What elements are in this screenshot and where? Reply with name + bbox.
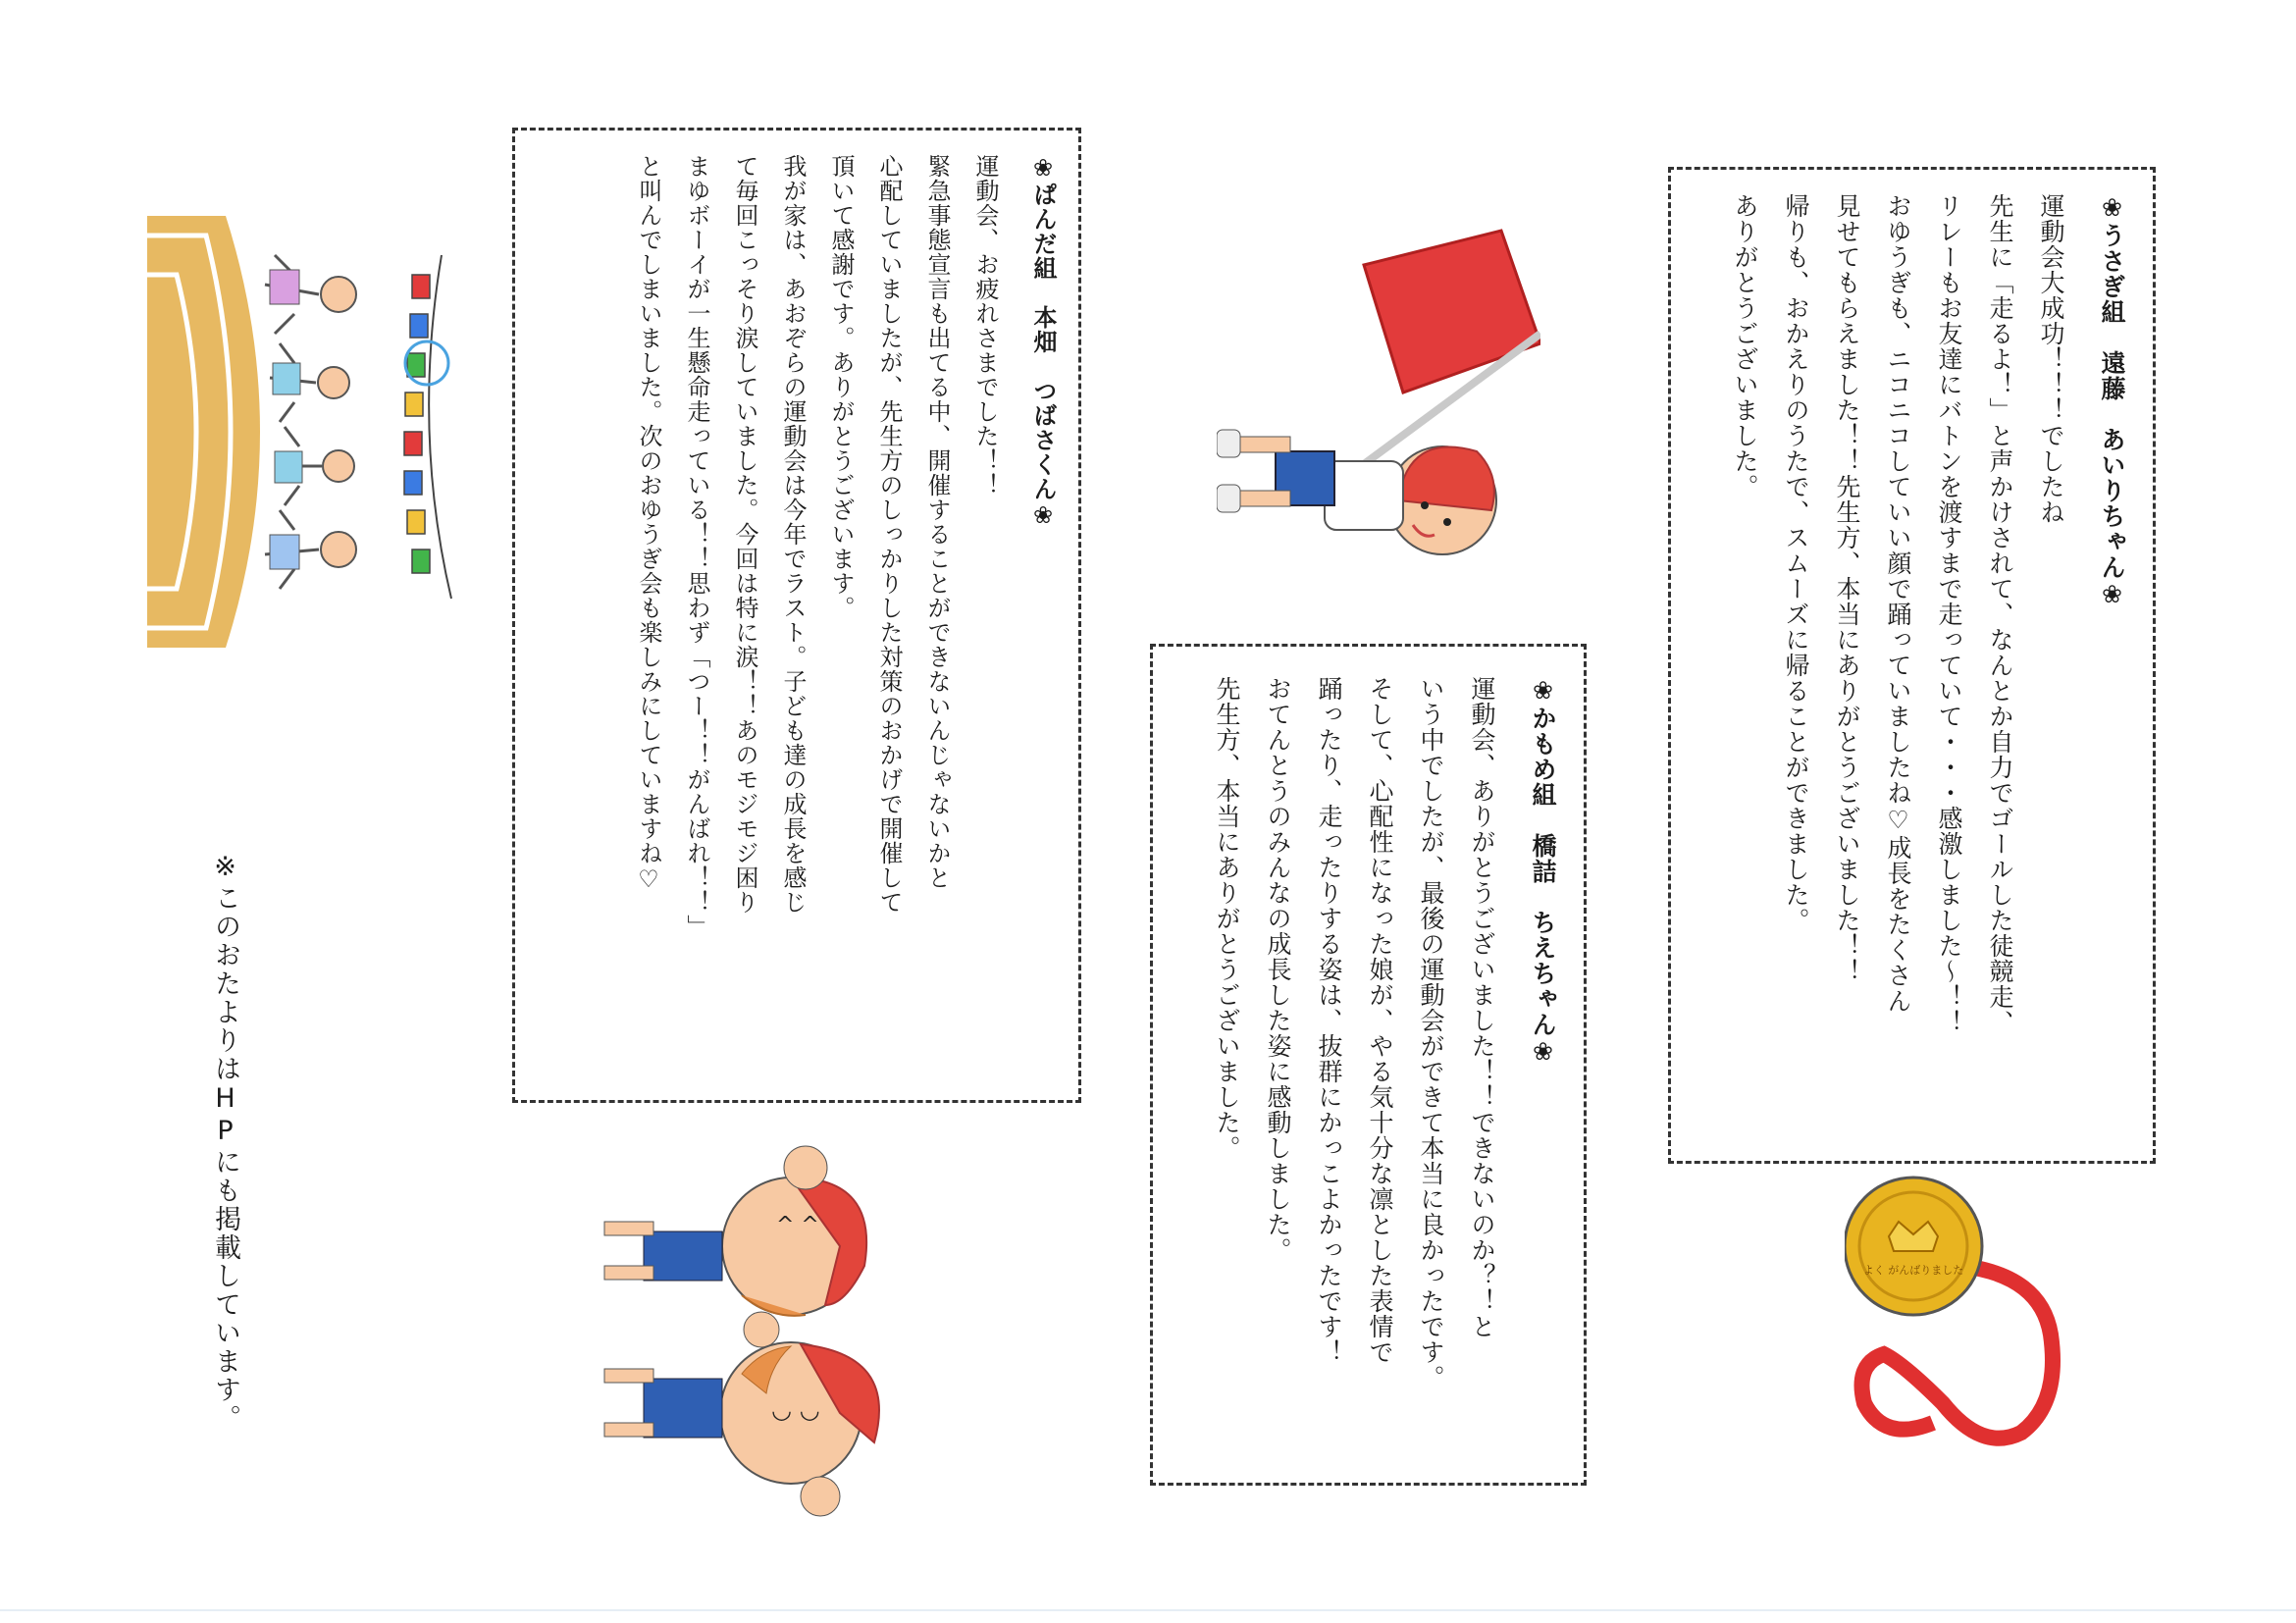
svg-text:◡ ◡: ◡ ◡ xyxy=(771,1396,820,1424)
message-line: 運動会、お疲れさまでした！！ xyxy=(971,154,999,497)
message-line: おてんとうのみんなの成長した姿に感動しました。 xyxy=(1264,676,1292,1263)
message-line: そして、心配性になった娘が、やる気十分な凛とした表情で xyxy=(1366,676,1394,1365)
message-line: 先生方、本当にありがとうございました。 xyxy=(1213,676,1241,1161)
svg-text:^ ^: ^ ^ xyxy=(776,1213,819,1237)
message-box-usagi xyxy=(1668,167,2156,1164)
message-box-panda xyxy=(512,128,1081,1103)
message-line: いう中でしたが、最後の運動会ができて本当に良かったです。 xyxy=(1417,676,1445,1390)
message-line: 踊ったり、走ったりする姿は、抜群にかっこよかったです！ xyxy=(1315,676,1343,1365)
message-line: 見せてもらえました！！先生方、本当にありがとうございました！！ xyxy=(1833,193,1861,984)
message-line: て毎回こっそり涙していました。今回は特に涙！！あのモジモジ困り xyxy=(731,154,758,915)
message-line: まゆボーイが一生懸命走っている！！思わず「つー！！がんばれ！！」 xyxy=(683,154,710,939)
message-header-kamome: ❀かもめ組 橋詰 ちえちゃん❀ xyxy=(1529,676,1557,1067)
medal-illustration xyxy=(1845,1168,2070,1452)
message-line: 緊急事態宣言も出てる中、開催することができないんじゃないかと xyxy=(923,154,951,890)
message-line: 先生に「走るよ！」と声かけされて、なんとか自力でゴールした徒競走、 xyxy=(1986,193,2014,1035)
message-line: おゆうぎも、ニコニコしていい顔で踊っていましたね♡成長をたくさん xyxy=(1884,193,1912,1014)
message-line: ありがとうございました。 xyxy=(1731,193,1759,499)
message-line: リレーもお友達にバトンを渡すまで走っていて・・・感激しました〜！！ xyxy=(1935,193,1963,1035)
message-box-kamome xyxy=(1150,644,1587,1486)
hp-note: ※このおたよりはHPにも掲載しています。 xyxy=(210,852,240,1433)
medal-text: よく がんばりました xyxy=(1862,1264,1964,1277)
message-line: と叫んでしまいました。次のおゆうぎ会も楽しみにしていますね♡ xyxy=(635,154,662,894)
message-line: 頂いて感謝です。ありがとうございます。 xyxy=(827,154,855,620)
message-line: 運動会、ありがとうございました！！できないのか？！と xyxy=(1468,676,1496,1339)
flag-child-illustration xyxy=(1217,206,1540,569)
message-line: 運動会大成功！！！でしたね xyxy=(2037,193,2065,525)
message-header-panda: ❀ぱんだ組 本畑 つばさくん❀ xyxy=(1029,154,1057,530)
sports-day-track-illustration xyxy=(147,216,461,648)
scan-edge-line xyxy=(0,1609,2296,1611)
message-line: 我が家は、あおぞらの運動会は今年でラスト。子ども達の成長を感じ xyxy=(779,154,807,915)
cheering-children-illustration xyxy=(595,1138,909,1521)
message-line: 心配していましたが、先生方のしっかりした対策のおかげで開催して xyxy=(875,154,903,915)
message-header-usagi: ❀うさぎ組 遠藤 あいりちゃん❀ xyxy=(2098,193,2126,609)
message-line: 帰りも、おかえりのうたで、スムーズに帰ることができました。 xyxy=(1782,193,1810,933)
